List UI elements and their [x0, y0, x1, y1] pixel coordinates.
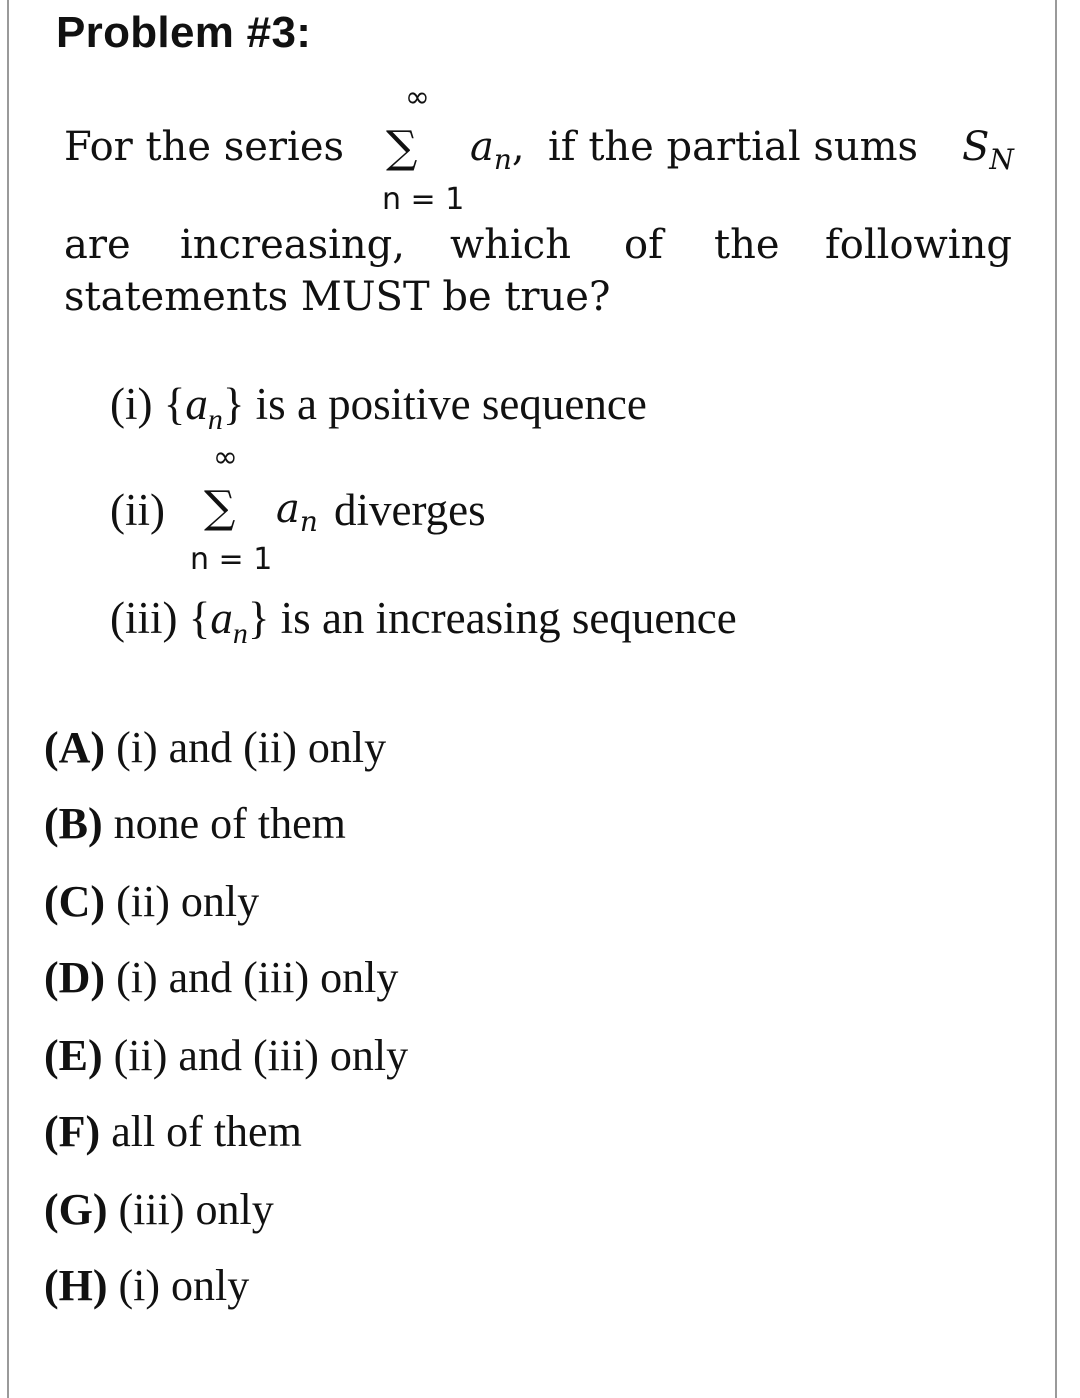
statement-i-sub: n [207, 403, 223, 436]
choice-h-letter: (H) [44, 1261, 108, 1310]
statement-ii-term-sub: n [299, 505, 318, 538]
statement-i-suffix: } is a positive sequence [222, 379, 647, 429]
statement-i-term: a [185, 379, 208, 429]
statement-iii-sub: n [232, 617, 248, 650]
choice-e-letter: (E) [44, 1031, 103, 1080]
choice-g[interactable] [44, 1184, 274, 1235]
choice-b[interactable] [44, 798, 346, 849]
choice-d-letter: (D) [44, 953, 106, 1002]
statement-iii-term: a [210, 593, 233, 643]
choice-b-text: none of them [102, 799, 346, 848]
choice-d-text: (i) and (iii) only [105, 953, 399, 1002]
partial-sums-base: S [962, 124, 990, 170]
statement-iii [110, 592, 737, 651]
choice-e-text: (ii) and (iii) only [102, 1031, 409, 1080]
statement-i [110, 378, 647, 437]
sigma-symbol: ∑ [386, 122, 418, 173]
choice-a-text: (i) and (ii) only [105, 723, 387, 772]
question-lead: For the series [64, 124, 345, 170]
series-term-base: a [470, 124, 494, 170]
series-comma: , [511, 124, 525, 170]
choice-e[interactable] [44, 1030, 408, 1081]
choice-c-text: (ii) only [105, 877, 260, 926]
choice-b-letter: (B) [44, 799, 103, 848]
statement-ii-term [276, 486, 318, 538]
choice-g-text: (iii) only [107, 1185, 274, 1234]
statement-ii-lower-limit: n = 1 [190, 542, 273, 577]
question-after-series: if the partial sums [548, 124, 919, 170]
partial-sums-symbol [962, 124, 1014, 176]
partial-sums-sub: N [989, 143, 1014, 176]
statement-ii-sigma: ∑ [204, 482, 236, 533]
series-lower-limit: n = 1 [382, 182, 465, 217]
choice-f[interactable] [44, 1106, 302, 1157]
line2-word: which [450, 222, 571, 268]
choice-a-letter: (A) [44, 723, 106, 772]
statement-ii-prefix: (ii) [110, 485, 165, 535]
statement-i-prefix: (i) { [110, 379, 186, 429]
choice-f-letter: (F) [44, 1107, 101, 1156]
question-line3: statements MUST be true? [64, 274, 611, 320]
choice-h-text: (i) only [107, 1261, 250, 1310]
statement-iii-suffix: } is an increasing sequence [247, 593, 737, 643]
line2-word: increasing, [180, 222, 405, 268]
statement-ii-term-base: a [276, 486, 300, 532]
choice-h[interactable] [44, 1260, 249, 1311]
line2-word: are [64, 222, 131, 268]
line2-word: following [825, 222, 1012, 268]
series-upper-limit: ∞ [405, 80, 430, 115]
statement-iii-prefix: (iii) { [110, 593, 211, 643]
choice-a[interactable] [44, 722, 386, 773]
choice-c-letter: (C) [44, 877, 106, 926]
statement-ii-suffix: diverges [334, 485, 486, 535]
line2-word: the [714, 222, 780, 268]
choice-f-text: all of them [100, 1107, 302, 1156]
series-term-sub: n [493, 143, 512, 176]
problem-title: Problem #3: [56, 8, 312, 57]
choice-c[interactable] [44, 876, 259, 927]
statement-ii-upper-limit: ∞ [213, 440, 238, 475]
choice-d[interactable] [44, 952, 398, 1003]
series-term [470, 124, 525, 176]
line2-word: of [624, 222, 663, 268]
choice-g-letter: (G) [44, 1185, 108, 1234]
